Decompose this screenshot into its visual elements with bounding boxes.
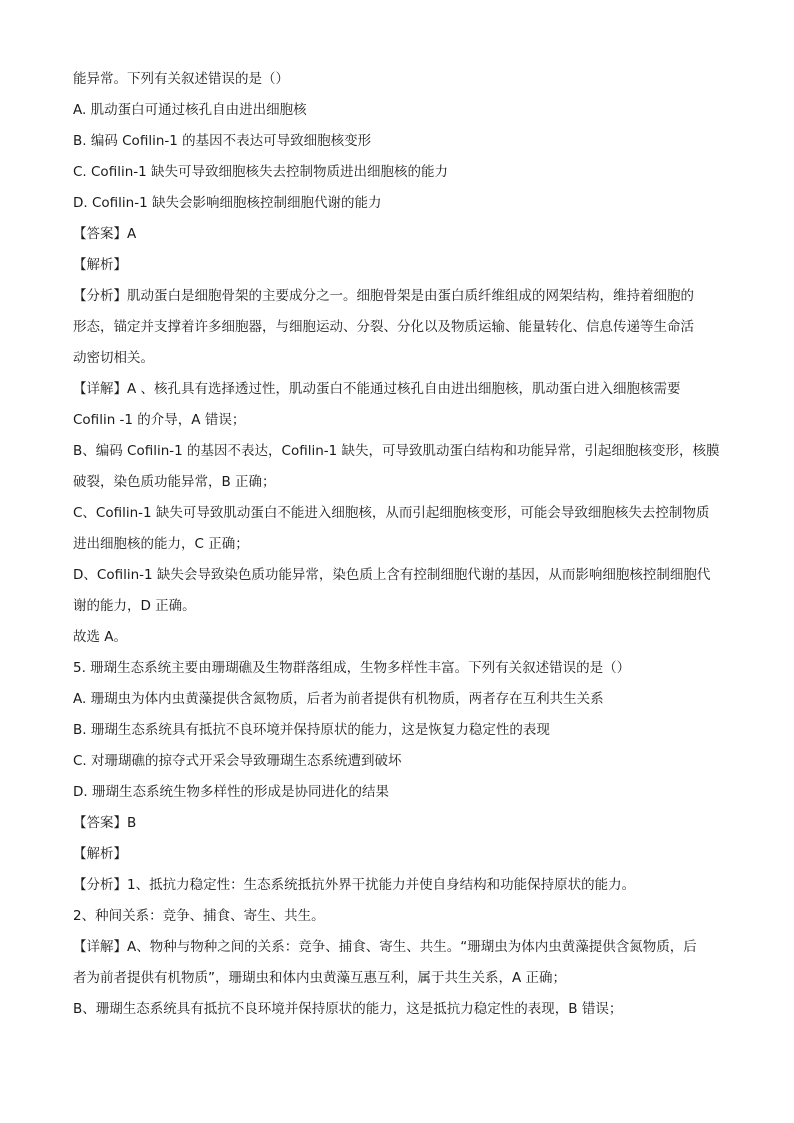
text-line: 【解析】 bbox=[73, 846, 127, 862]
text-line: B. 珊瑚生态系统具有抵抗不良环境并保持原状的能力，这是恢复力稳定性的表现 bbox=[73, 722, 550, 738]
text-line: A. 肌动蛋白可通过核孔自由进出细胞核 bbox=[73, 102, 307, 118]
text-line: 故选 A。 bbox=[73, 629, 128, 645]
text-line: C. 对珊瑚礁的掠夺式开采会导致珊瑚生态系统遭到破坏 bbox=[73, 753, 402, 769]
paragraph-row: B、编码 Cofilin-1 的基因不表达，Cofilin-1 缺失，可导致肌动蛋白结构和功能异常，引起细胞核变形，核膜 bbox=[73, 443, 720, 459]
text-paragraph bbox=[73, 281, 723, 374]
paragraph-row: 【详解】A 、核孔具有选择透过性，肌动蛋白不能通过核孔自由进出细胞核，肌动蛋白进入细胞核需要 bbox=[73, 381, 681, 397]
text-line: C. Cofilin-1 缺失可导致细胞核失去控制物质进出细胞核的能力 bbox=[73, 164, 449, 180]
text-line: 5. 珊瑚生态系统主要由珊瑚礁及生物群落组成，生物多样性丰富。下列有关叙述错误的是（） bbox=[73, 660, 631, 676]
text-line: 【分析】1、抵抗力稳定性：生态系统抵抗外界干扰能力并使自身结构和功能保持原状的能力。 bbox=[73, 877, 636, 893]
paragraph-row: 谢的能力，D 正确。 bbox=[73, 598, 196, 614]
text-line: 【答案】A bbox=[73, 226, 137, 242]
document-body bbox=[73, 64, 723, 1025]
text-paragraph bbox=[73, 436, 723, 498]
paragraph-row: 【分析】肌动蛋白是细胞骨架的主要成分之一。细胞骨架是由蛋白质纤维组成的网架结构，维持着细胞的 bbox=[73, 288, 694, 304]
text-paragraph bbox=[73, 374, 723, 436]
paragraph-row: D、Cofilin-1 缺失会导致染色质功能异常，染色质上含有控制细胞代谢的基因，从而影响细胞核控制细胞代 bbox=[73, 567, 711, 583]
text-line: A. 珊瑚虫为体内虫黄藻提供含氮物质，后者为前者提供有机物质，两者存在互利共生关系 bbox=[73, 691, 604, 707]
text-line: 【解析】 bbox=[73, 257, 127, 273]
text-line: 【答案】B bbox=[73, 815, 137, 831]
paragraph-row: 进出细胞核的能力，C 正确； bbox=[73, 536, 249, 552]
text-line: B、珊瑚生态系统具有抵抗不良环境并保持原状的能力，这是抵抗力稳定性的表现，B 错误； bbox=[73, 1001, 623, 1017]
paragraph-row: 者为前者提供有机物质”，珊瑚虫和体内虫黄藻互惠互利，属于共生关系，A 正确； bbox=[73, 970, 567, 986]
text-paragraph bbox=[73, 932, 723, 994]
text-paragraph bbox=[73, 498, 723, 560]
text-line: 2、种间关系：竞争、捕食、寄生、共生。 bbox=[73, 908, 325, 924]
paragraph-row: Cofilin -1 的介导，A 错误； bbox=[73, 412, 246, 428]
text-line: D. 珊瑚生态系统生物多样性的形成是协同进化的结果 bbox=[73, 784, 389, 800]
paragraph-row: 动密切相关。 bbox=[73, 350, 154, 366]
paragraph-row: C、Cofilin-1 缺失可导致肌动蛋白不能进入细胞核，从而引起细胞核变形，可能会导致细胞核失去控制物质 bbox=[73, 505, 710, 521]
paragraph-row: 【详解】A、物种与物种之间的关系：竞争、捕食、寄生、共生。“珊瑚虫为体内虫黄藻提供含氮物质，后 bbox=[73, 939, 697, 955]
text-line: 能异常。下列有关叙述错误的是（） bbox=[73, 71, 289, 87]
text-line: B. 编码 Cofilin-1 的基因不表达可导致细胞核变形 bbox=[73, 133, 372, 149]
paragraph-row: 破裂，染色质功能异常，B 正确； bbox=[73, 474, 276, 490]
paragraph-row: 形态，锚定并支撑着许多细胞器，与细胞运动、分裂、分化以及物质运输、能量转化、信息传递等生命活 bbox=[73, 319, 694, 335]
text-paragraph bbox=[73, 560, 723, 622]
text-line: D. Cofilin-1 缺失会影响细胞核控制细胞代谢的能力 bbox=[73, 195, 382, 211]
